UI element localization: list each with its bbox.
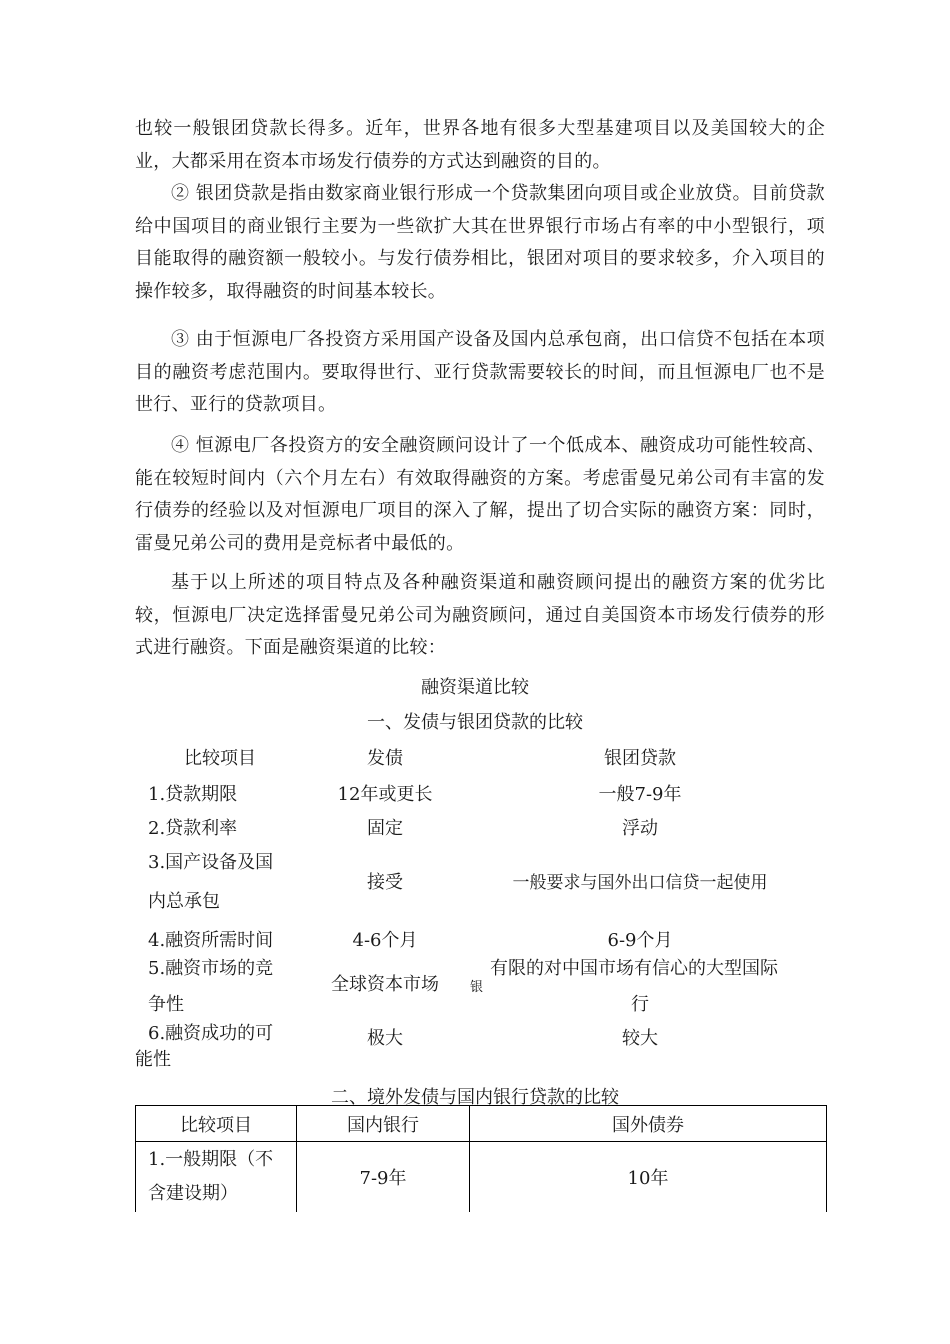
- table2-row1-domestic: 7-9年: [297, 1142, 470, 1212]
- table1-row5-item-line1: 5.融资市场的竞: [148, 958, 274, 979]
- table1-row6-item-line1: 6.融资成功的可: [148, 1023, 274, 1044]
- table1-row6-bond: 极大: [367, 1028, 403, 1049]
- table1-row4-item: 4.融资所需时间: [148, 930, 274, 951]
- table2-header-item: 比较项目: [136, 1106, 297, 1142]
- table1-row3-item-line2: 内总承包: [148, 891, 220, 912]
- paragraph-2: ② 银团贷款是指由数家商业银行形成一个贷款集团向项目或企业放贷。目前贷款给中国项目的商业银行主要为一些欲扩大其在世界银行市场占有率的中小型银行，项目能取得的融资额一般较小。与发行债券相比，银团对项目的要求较多，介入项目的操作较多，取得融资的时间基本较长。: [135, 183, 825, 302]
- paragraph-5: 基于以上所述的项目特点及各种融资渠道和融资顾问提出的融资方案的优劣比较，恒源电厂决定选择雷曼兄弟公司为融资顾问，通过自美国资本市场发行债券的形式进行融资。下面是融资渠道的比较：: [135, 572, 825, 658]
- table1-row2-item: 2.贷款利率: [148, 818, 238, 839]
- table1-row3-loan: 一般要求与国外出口信贷一起使用: [512, 873, 768, 893]
- table2-row: [136, 1142, 827, 1212]
- table1-header-item: 比较项目: [184, 748, 256, 769]
- table2-header-row: [136, 1106, 827, 1142]
- table1-row5-bond: 全球资本市场: [331, 974, 439, 995]
- table1-row2-bond: 固定: [367, 818, 403, 839]
- table2-row1-item-line1: 1.一般期限（不: [148, 1148, 274, 1170]
- table1-row5-loan-line1: 有限的对中国市场有信心的大型国际: [490, 958, 778, 979]
- table2-row1-item: [136, 1142, 297, 1212]
- table2-header-domestic: 国内银行: [297, 1106, 470, 1142]
- table1-row1-loan: 一般7-9年: [598, 784, 682, 805]
- paragraph-1: 也较一般银团贷款长得多。近年，世界各地有很多大型基建项目以及美国较大的企业，大都采用在资本市场发行债券的方式达到融资的目的。: [135, 118, 825, 172]
- table1-row2-loan: 浮动: [622, 818, 658, 839]
- table2-row1-item-line2: 含建设期）: [148, 1182, 238, 1204]
- paragraph-3: ③ 由于恒源电厂各投资方采用国产设备及国内总承包商，出口信贷不包括在本项目的融资考虑范围内。要取得世行、亚行贷款需要较长的时间，而且恒源电厂也不是世行、亚行的贷款项目。: [135, 329, 825, 415]
- paragraph-4: ④ 恒源电厂各投资方的安全融资顾问设计了一个低成本、融资成功可能性较高、能在较短时间内（六个月左右）有效取得融资的方案。考虑雷曼兄弟公司有丰富的发行债券的经验以及对恒源电厂项目的深入了解，提出了切合实际的融资方案：同时，雷曼兄弟公司的费用是竞标者中最低的。: [135, 435, 825, 554]
- table2-title: 二、境外发债与国内银行贷款的比较: [331, 1087, 619, 1108]
- table1-title: 一、发债与银团贷款的比较: [367, 712, 583, 733]
- table1-row5-loan-small: 银: [470, 980, 484, 995]
- table1-row4-bond: 4-6个月: [352, 930, 418, 951]
- table1-row3-item-line1: 3.国产设备及国: [148, 852, 274, 873]
- table1-header-bond: 发债: [367, 748, 403, 769]
- table1-header-loan: 银团贷款: [604, 748, 676, 769]
- table1-row4-loan: 6-9个月: [607, 930, 673, 951]
- table2-row1-foreign: 10年: [470, 1142, 827, 1212]
- table1-row6-item-line2: 能性: [135, 1049, 171, 1070]
- table1-row5-item-line2: 争性: [148, 994, 184, 1015]
- table1-row5-loan-line2: 行: [631, 994, 649, 1015]
- table2: [135, 1105, 827, 1212]
- table2-header-foreign: 国外债券: [470, 1106, 827, 1142]
- section-title: 融资渠道比较: [421, 677, 529, 698]
- table1-row1-item: 1.贷款期限: [148, 784, 238, 805]
- table1-row6-loan: 较大: [622, 1028, 658, 1049]
- table1-row3-bond: 接受: [367, 872, 403, 893]
- table1-row1-bond: 12年或更长: [337, 784, 433, 805]
